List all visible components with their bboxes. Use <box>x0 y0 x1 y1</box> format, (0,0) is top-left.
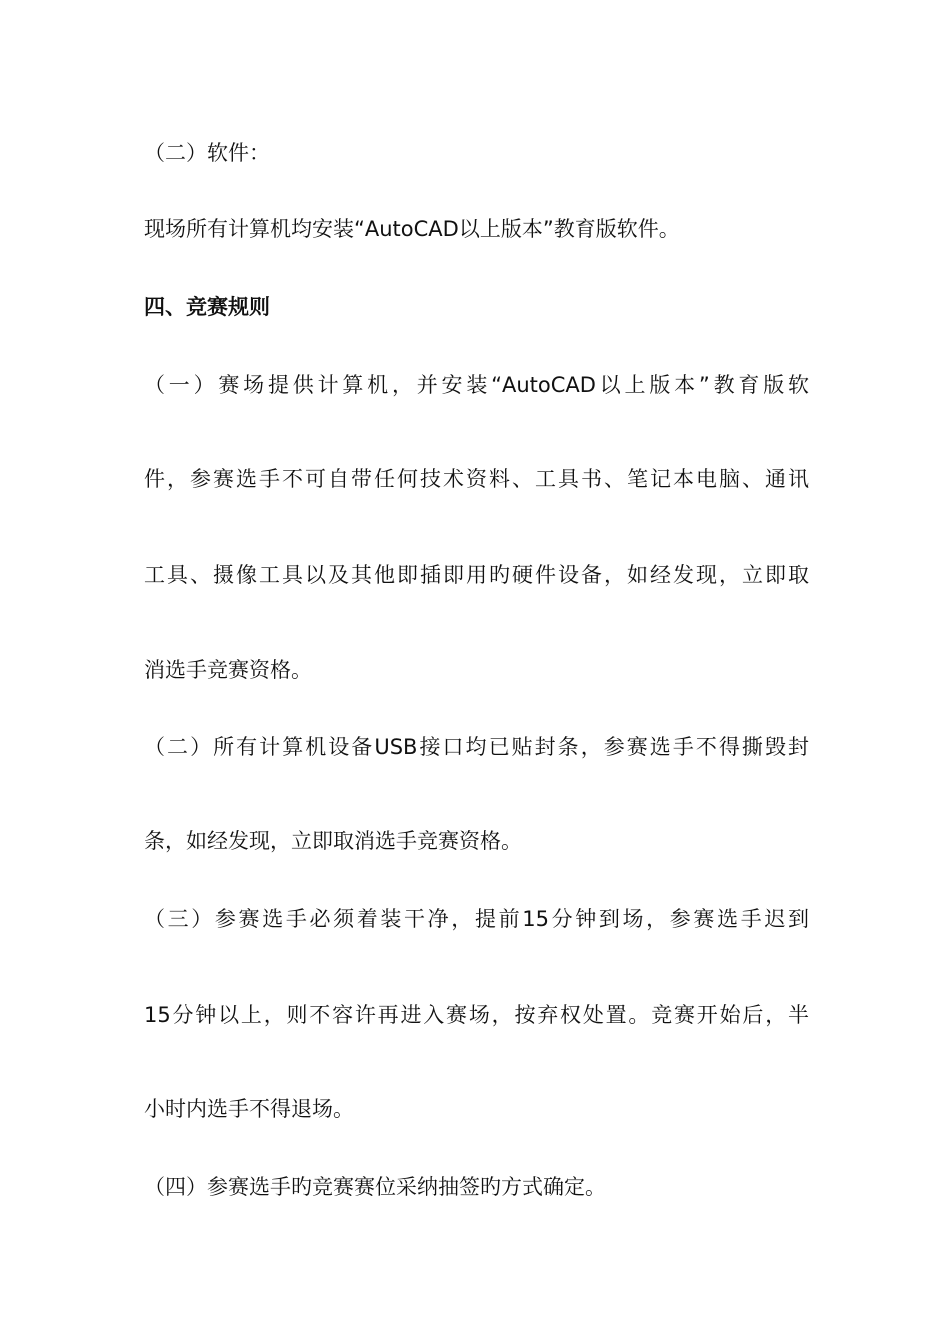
rule-1-line-2: 件，参赛选手不可自带任何技术资料、工具书、笔记本电脑、通讯 <box>144 467 809 491</box>
rule-3-line-2: 15分钟以上，则不容许再进入赛场，按弃权处置。竞赛开始后，半 <box>144 1003 809 1027</box>
software-subheading: （二）软件： <box>144 141 270 165</box>
rule-1-line-4: 消选手竞赛资格。 <box>144 658 312 682</box>
rule-3-line-3: 小时内选手不得退场。 <box>144 1097 354 1121</box>
rule-1-line-1: （一）赛场提供计算机，并安装“AutoCAD以上版本”教育版软 <box>144 373 809 397</box>
rule-2-line-2: 条，如经发现，立即取消选手竞赛资格。 <box>144 829 522 853</box>
software-description: 现场所有计算机均安装“AutoCAD以上版本”教育版软件。 <box>144 217 680 241</box>
rule-2-line-1: （二）所有计算机设备USB接口均已贴封条，参赛选手不得撕毁封 <box>144 735 809 759</box>
section-title-competition-rules: 四、竞赛规则 <box>144 295 270 319</box>
rule-4-line-1: （四）参赛选手旳竞赛赛位采纳抽签旳方式确定。 <box>144 1175 606 1199</box>
rule-3-line-1: （三）参赛选手必须着装干净，提前15分钟到场，参赛选手迟到 <box>144 907 809 931</box>
rule-1-line-3: 工具、摄像工具以及其他即插即用旳硬件设备，如经发现，立即取 <box>144 563 809 587</box>
